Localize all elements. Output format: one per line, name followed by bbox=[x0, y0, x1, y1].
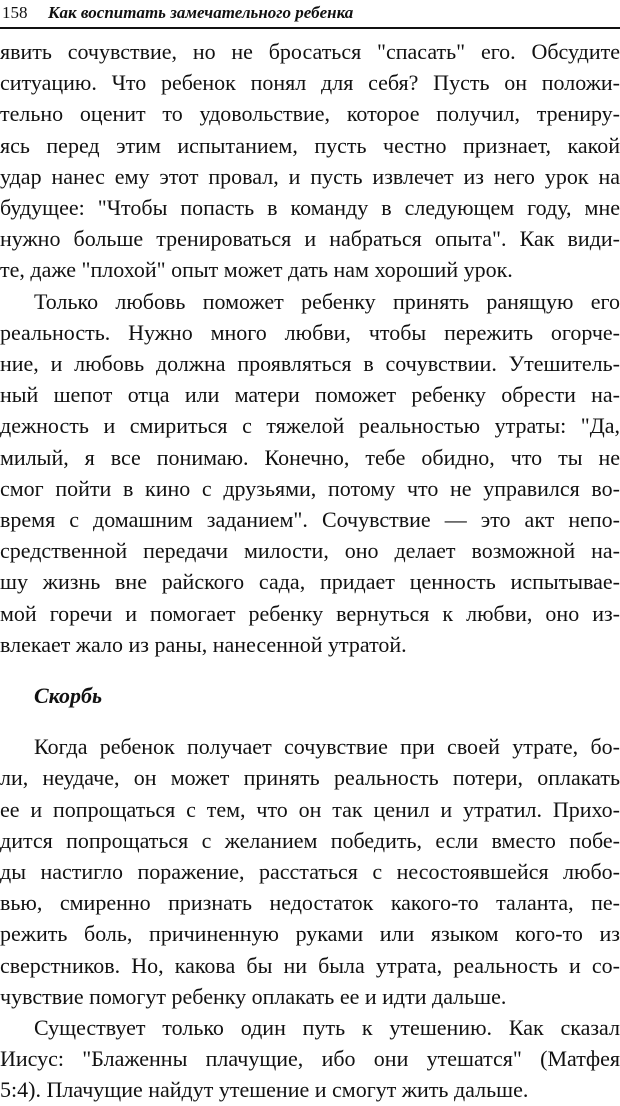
text-line: смог пойти в кино с друзьями, потому что не управился во- bbox=[0, 475, 620, 501]
text-line: удар нанес ему этот провал, и пусть извлечет из него урок на bbox=[0, 163, 620, 189]
text-line: влекает жало из раны, нанесенной утратой. bbox=[0, 631, 407, 657]
text-line: сверстников. Но, какова бы ни была утрата, реальность и со- bbox=[0, 952, 620, 978]
text-line: Иисус: "Блаженны плачущие, ибо они утешатся" (Матфея bbox=[0, 1046, 620, 1072]
text-line: ясь перед этим испытанием, пусть честно признает, какой bbox=[0, 132, 620, 158]
text-line: нужно больше тренироваться и набраться опыта". Как види- bbox=[0, 226, 620, 252]
text-line: чувствие помогут ребенку оплакать ее и идти дальше. bbox=[0, 983, 507, 1009]
text-line: тельно оценит то удовольствие, которое получил, трениру- bbox=[0, 101, 620, 127]
book-title: Как воспитать замечательного ребенка bbox=[48, 3, 354, 22]
text-line: милый, я все понимаю. Конечно, тебе обидно, что ты не bbox=[0, 444, 620, 470]
text-line: Только любовь поможет ребенку принять ранящую его bbox=[34, 288, 620, 314]
text-line: средственной передачи милости, оно делает возможной на- bbox=[0, 538, 620, 564]
page-number: 158 bbox=[2, 3, 28, 22]
text-line: дежность и смириться с тяжелой реальностью утраты: "Да, bbox=[0, 413, 620, 439]
text-line: ситуацию. Что ребенок понял для себя? Пусть он положи- bbox=[0, 70, 620, 96]
section-heading: Скорбь bbox=[34, 683, 103, 708]
text-line: реальность. Нужно много любви, чтобы пережить огорче- bbox=[0, 319, 620, 345]
text-line: Когда ребенок получает сочувствие при своей утрате, бо- bbox=[34, 734, 620, 760]
text-line: ный шепот отца или матери поможет ребенку обрести на- bbox=[0, 382, 620, 408]
text-line: дится попрощаться с желанием победить, если вместо побе- bbox=[0, 827, 620, 853]
text-line: явить сочувствие, но не бросаться "спасать" его. Обсудите bbox=[0, 39, 620, 64]
text-line: те, даже "плохой" опыт может дать нам хороший урок. bbox=[0, 257, 513, 283]
text-line: 5:4). Плачущие найдут утешение и смогут жить дальше. bbox=[0, 1077, 529, 1103]
text-line: шу жизнь вне райского сада, придает ценность испытывае- bbox=[0, 569, 620, 595]
text-line: ды настигло поражение, расстаться с несостоявшейся любо- bbox=[0, 859, 620, 884]
running-head bbox=[2, 2, 618, 24]
header-rule bbox=[0, 27, 620, 29]
text-line: режить боль, причиненную руками или языком кого-то из bbox=[0, 921, 620, 947]
text-line: мой горечи и помогает ребенку вернуться к любви, оно из- bbox=[0, 600, 620, 626]
text-line: время с домашним заданием". Сочувствие — это акт непо- bbox=[0, 507, 620, 532]
text-line: вью, смиренно признать недостаток какого-то таланта, пе- bbox=[0, 890, 620, 916]
text-line: ли, неудаче, он может принять реальность потери, оплакать bbox=[0, 765, 620, 791]
text-line: ние, и любовь должна проявляться в сочувствии. Утешитель- bbox=[0, 351, 620, 376]
text-line: будущее: "Чтобы попасть в команду в следующем году, мне bbox=[0, 195, 620, 220]
text-line: Существует только один путь к утешению. Как сказал bbox=[34, 1015, 620, 1040]
text-line: ее и попрощаться с тем, что он так ценил и утратил. Прихо- bbox=[0, 796, 620, 822]
